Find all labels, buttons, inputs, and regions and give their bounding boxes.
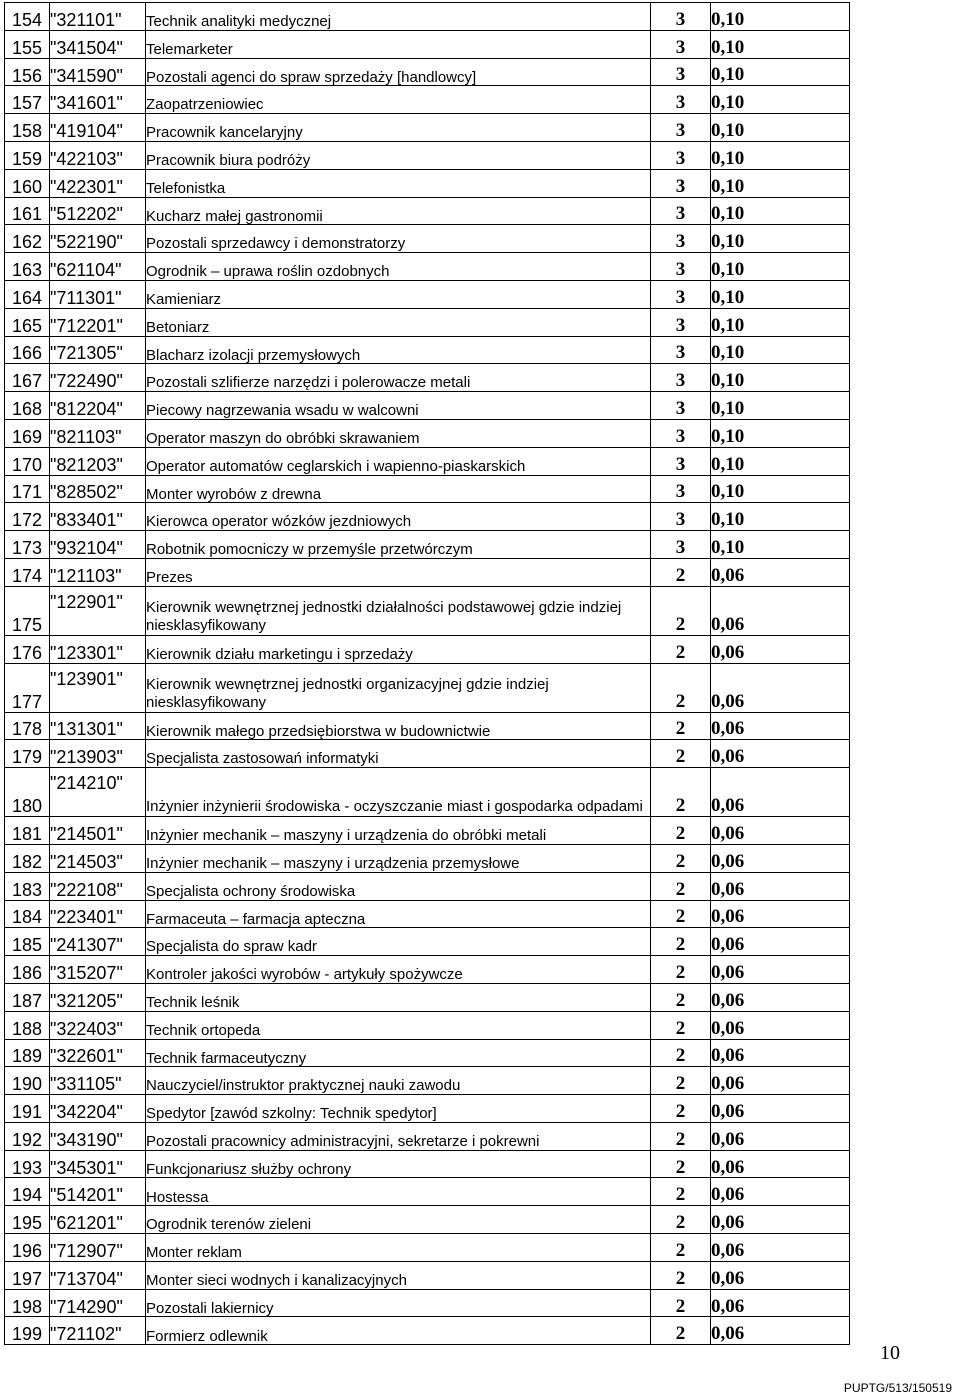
row-number: 176	[5, 635, 50, 663]
occupation-code: "514201"	[50, 1178, 146, 1206]
row-number: 162	[5, 225, 50, 253]
row-number: 178	[5, 712, 50, 740]
occupation-code: "331105"	[50, 1067, 146, 1095]
percent-value: 0,06	[711, 1234, 850, 1262]
percent-value: 0,06	[711, 712, 850, 740]
percent-value: 0,06	[711, 1150, 850, 1178]
table-row	[5, 1122, 850, 1150]
row-number: 181	[5, 817, 50, 845]
percent-value: 0,06	[711, 663, 850, 712]
count-value: 2	[651, 1067, 711, 1095]
row-number: 172	[5, 503, 50, 531]
row-number: 192	[5, 1122, 50, 1150]
occupation-name: Farmaceuta – farmacja apteczna	[146, 900, 651, 928]
table-row	[5, 844, 850, 872]
occupation-name: Monter sieci wodnych i kanalizacyjnych	[146, 1261, 651, 1289]
occupation-code: "213903"	[50, 740, 146, 768]
percent-value: 0,06	[711, 1317, 850, 1345]
percent-value: 0,10	[711, 475, 850, 503]
occupation-code: "712201"	[50, 308, 146, 336]
row-number: 189	[5, 1039, 50, 1067]
occupation-code: "342204"	[50, 1095, 146, 1123]
occupation-code: "214503"	[50, 844, 146, 872]
occupation-code: "422301"	[50, 169, 146, 197]
occupation-code: "341601"	[50, 86, 146, 114]
occupation-name: Kierowca operator wózków jezdniowych	[146, 503, 651, 531]
percent-value: 0,06	[711, 586, 850, 635]
occupation-name: Inżynier mechanik – maszyny i urządzenia do obróbki metali	[146, 817, 651, 845]
occupation-name: Pozostali agenci do spraw sprzedaży [handlowcy]	[146, 58, 651, 86]
count-value: 3	[651, 30, 711, 58]
occupation-code: "722490"	[50, 364, 146, 392]
table-row	[5, 3, 850, 31]
count-value: 2	[651, 740, 711, 768]
table-row	[5, 872, 850, 900]
occupation-name: Telemarketer	[146, 30, 651, 58]
percent-value: 0,10	[711, 30, 850, 58]
occupation-name: Telefonistka	[146, 169, 651, 197]
percent-value: 0,06	[711, 1289, 850, 1317]
count-value: 3	[651, 141, 711, 169]
percent-value: 0,06	[711, 872, 850, 900]
row-number: 159	[5, 141, 50, 169]
percent-value: 0,06	[711, 1206, 850, 1234]
count-value: 2	[651, 712, 711, 740]
count-value: 2	[651, 586, 711, 635]
row-number: 190	[5, 1067, 50, 1095]
occupation-name: Kamieniarz	[146, 280, 651, 308]
occupation-code: "341590"	[50, 58, 146, 86]
count-value: 3	[651, 253, 711, 281]
occupation-name: Funkcjonariusz służby ochrony	[146, 1150, 651, 1178]
document-reference: PUPTG/513/150519	[843, 1381, 952, 1395]
occupation-code: "321205"	[50, 983, 146, 1011]
percent-value: 0,10	[711, 280, 850, 308]
occupation-name: Kierownik działu marketingu i sprzedaży	[146, 635, 651, 663]
count-value: 3	[651, 197, 711, 225]
occupation-code: "833401"	[50, 503, 146, 531]
row-number: 194	[5, 1178, 50, 1206]
occupation-code: "214210"	[50, 768, 146, 817]
row-number: 179	[5, 740, 50, 768]
row-number: 196	[5, 1234, 50, 1262]
table-row	[5, 663, 850, 712]
occupation-name: Kucharz małej gastronomii	[146, 197, 651, 225]
occupation-code: "812204"	[50, 392, 146, 420]
row-number: 177	[5, 663, 50, 712]
count-value: 3	[651, 447, 711, 475]
row-number: 169	[5, 419, 50, 447]
table-row	[5, 1095, 850, 1123]
occupation-code: "223401"	[50, 900, 146, 928]
occupation-code: "222108"	[50, 872, 146, 900]
count-value: 2	[651, 1206, 711, 1234]
table-row	[5, 1289, 850, 1317]
count-value: 2	[651, 844, 711, 872]
percent-value: 0,10	[711, 531, 850, 559]
table-row	[5, 1039, 850, 1067]
percent-value: 0,06	[711, 983, 850, 1011]
table-row	[5, 197, 850, 225]
occupation-code: "422103"	[50, 141, 146, 169]
percent-value: 0,06	[711, 1039, 850, 1067]
occupation-code: "131301"	[50, 712, 146, 740]
table-row	[5, 712, 850, 740]
count-value: 2	[651, 1289, 711, 1317]
count-value: 3	[651, 392, 711, 420]
percent-value: 0,10	[711, 392, 850, 420]
table-row	[5, 1150, 850, 1178]
occupation-code: "713704"	[50, 1261, 146, 1289]
occupations-table-body	[5, 3, 850, 1345]
occupation-name: Technik analityki medycznej	[146, 3, 651, 31]
table-row	[5, 956, 850, 984]
occupation-code: "828502"	[50, 475, 146, 503]
occupation-name: Pozostali sprzedawcy i demonstratorzy	[146, 225, 651, 253]
table-row	[5, 58, 850, 86]
occupation-name: Kierownik wewnętrznej jednostki działalności podstawowej gdzie indziej niesklasyfikowany	[146, 586, 651, 635]
table-row	[5, 86, 850, 114]
occupation-name: Pracownik kancelaryjny	[146, 114, 651, 142]
percent-value: 0,06	[711, 768, 850, 817]
occupation-code: "241307"	[50, 928, 146, 956]
count-value: 3	[651, 308, 711, 336]
occupation-name: Prezes	[146, 558, 651, 586]
occupation-name: Inżynier mechanik – maszyny i urządzenia przemysłowe	[146, 844, 651, 872]
row-number: 156	[5, 58, 50, 86]
occupation-code: "121103"	[50, 558, 146, 586]
occupation-code: "322601"	[50, 1039, 146, 1067]
occupation-name: Ogrodnik – uprawa roślin ozdobnych	[146, 253, 651, 281]
occupation-code: "512202"	[50, 197, 146, 225]
table-row	[5, 503, 850, 531]
row-number: 167	[5, 364, 50, 392]
occupation-name: Betoniarz	[146, 308, 651, 336]
percent-value: 0,10	[711, 336, 850, 364]
count-value: 2	[651, 1178, 711, 1206]
row-number: 184	[5, 900, 50, 928]
table-row	[5, 392, 850, 420]
row-number: 165	[5, 308, 50, 336]
occupation-name: Robotnik pomocniczy w przemyśle przetwórczym	[146, 531, 651, 559]
percent-value: 0,06	[711, 956, 850, 984]
occupation-code: "621201"	[50, 1206, 146, 1234]
row-number: 158	[5, 114, 50, 142]
occupation-name: Nauczyciel/instruktor praktycznej nauki zawodu	[146, 1067, 651, 1095]
occupation-name: Technik farmaceutyczny	[146, 1039, 651, 1067]
table-row	[5, 114, 850, 142]
row-number: 180	[5, 768, 50, 817]
table-row	[5, 1317, 850, 1345]
table-row	[5, 169, 850, 197]
count-value: 3	[651, 58, 711, 86]
table-row	[5, 768, 850, 817]
row-number: 175	[5, 586, 50, 635]
table-row	[5, 1261, 850, 1289]
percent-value: 0,06	[711, 635, 850, 663]
occupation-name: Zaopatrzeniowiec	[146, 86, 651, 114]
row-number: 199	[5, 1317, 50, 1345]
occupation-name: Specjalista do spraw kadr	[146, 928, 651, 956]
table-row	[5, 336, 850, 364]
occupation-code: "714290"	[50, 1289, 146, 1317]
table-row	[5, 253, 850, 281]
occupation-code: "821203"	[50, 447, 146, 475]
occupation-code: "721305"	[50, 336, 146, 364]
table-row	[5, 1206, 850, 1234]
occupation-code: "123301"	[50, 635, 146, 663]
row-number: 154	[5, 3, 50, 31]
count-value: 3	[651, 419, 711, 447]
percent-value: 0,10	[711, 225, 850, 253]
row-number: 174	[5, 558, 50, 586]
row-number: 160	[5, 169, 50, 197]
occupation-code: "711301"	[50, 280, 146, 308]
table-row	[5, 586, 850, 635]
table-row	[5, 1178, 850, 1206]
occupation-name: Specjalista zastosowań informatyki	[146, 740, 651, 768]
count-value: 3	[651, 336, 711, 364]
occupation-code: "341504"	[50, 30, 146, 58]
occupation-code: "621104"	[50, 253, 146, 281]
table-row	[5, 635, 850, 663]
count-value: 2	[651, 558, 711, 586]
count-value: 3	[651, 475, 711, 503]
percent-value: 0,06	[711, 844, 850, 872]
count-value: 3	[651, 169, 711, 197]
percent-value: 0,06	[711, 1122, 850, 1150]
occupations-table	[4, 2, 850, 1345]
row-number: 155	[5, 30, 50, 58]
table-row	[5, 364, 850, 392]
occupation-code: "821103"	[50, 419, 146, 447]
row-number: 198	[5, 1289, 50, 1317]
table-row	[5, 531, 850, 559]
occupation-name: Inżynier inżynierii środowiska - oczyszczanie miast i gospodarka odpadami	[146, 768, 651, 817]
count-value: 2	[651, 983, 711, 1011]
occupation-name: Monter reklam	[146, 1234, 651, 1262]
row-number: 171	[5, 475, 50, 503]
row-number: 168	[5, 392, 50, 420]
table-row	[5, 280, 850, 308]
occupation-name: Kierownik wewnętrznej jednostki organizacyjnej gdzie indziej niesklasyfikowany	[146, 663, 651, 712]
percent-value: 0,10	[711, 58, 850, 86]
occupation-code: "419104"	[50, 114, 146, 142]
occupation-code: "932104"	[50, 531, 146, 559]
table-row	[5, 141, 850, 169]
percent-value: 0,10	[711, 3, 850, 31]
table-row	[5, 1011, 850, 1039]
count-value: 3	[651, 531, 711, 559]
table-row	[5, 817, 850, 845]
table-row	[5, 928, 850, 956]
occupation-name: Monter wyrobów z drewna	[146, 475, 651, 503]
row-number: 195	[5, 1206, 50, 1234]
occupation-code: "214501"	[50, 817, 146, 845]
percent-value: 0,10	[711, 503, 850, 531]
occupation-code: "721102"	[50, 1317, 146, 1345]
table-row	[5, 447, 850, 475]
count-value: 2	[651, 900, 711, 928]
percent-value: 0,06	[711, 1095, 850, 1123]
count-value: 2	[651, 1039, 711, 1067]
row-number: 173	[5, 531, 50, 559]
row-number: 164	[5, 280, 50, 308]
percent-value: 0,10	[711, 86, 850, 114]
occupation-code: "321101"	[50, 3, 146, 31]
occupation-name: Formierz odlewnik	[146, 1317, 651, 1345]
occupation-name: Technik ortopeda	[146, 1011, 651, 1039]
percent-value: 0,06	[711, 928, 850, 956]
occupation-name: Hostessa	[146, 1178, 651, 1206]
percent-value: 0,10	[711, 197, 850, 225]
percent-value: 0,10	[711, 169, 850, 197]
row-number: 186	[5, 956, 50, 984]
occupation-code: "315207"	[50, 956, 146, 984]
row-number: 170	[5, 447, 50, 475]
occupation-name: Blacharz izolacji przemysłowych	[146, 336, 651, 364]
percent-value: 0,06	[711, 1067, 850, 1095]
percent-value: 0,06	[711, 1011, 850, 1039]
percent-value: 0,10	[711, 114, 850, 142]
occupation-code: "522190"	[50, 225, 146, 253]
percent-value: 0,06	[711, 1178, 850, 1206]
table-row	[5, 1067, 850, 1095]
row-number: 188	[5, 1011, 50, 1039]
percent-value: 0,10	[711, 141, 850, 169]
percent-value: 0,10	[711, 308, 850, 336]
count-value: 2	[651, 768, 711, 817]
occupation-code: "123901"	[50, 663, 146, 712]
occupation-name: Spedytor [zawód szkolny: Technik spedytor]	[146, 1095, 651, 1123]
count-value: 2	[651, 817, 711, 845]
occupation-name: Operator automatów ceglarskich i wapienno-piaskarskich	[146, 447, 651, 475]
occupation-name: Piecowy nagrzewania wsadu w walcowni	[146, 392, 651, 420]
row-number: 187	[5, 983, 50, 1011]
percent-value: 0,06	[711, 1261, 850, 1289]
table-row	[5, 900, 850, 928]
count-value: 2	[651, 1234, 711, 1262]
table-row	[5, 30, 850, 58]
count-value: 3	[651, 225, 711, 253]
row-number: 163	[5, 253, 50, 281]
row-number: 197	[5, 1261, 50, 1289]
count-value: 3	[651, 503, 711, 531]
occupation-code: "712907"	[50, 1234, 146, 1262]
table-row	[5, 1234, 850, 1262]
row-number: 157	[5, 86, 50, 114]
row-number: 161	[5, 197, 50, 225]
table-row	[5, 558, 850, 586]
count-value: 3	[651, 3, 711, 31]
page-number: 10	[880, 1342, 900, 1364]
count-value: 2	[651, 1150, 711, 1178]
count-value: 3	[651, 86, 711, 114]
table-row	[5, 419, 850, 447]
occupation-name: Pracownik biura podróży	[146, 141, 651, 169]
count-value: 3	[651, 364, 711, 392]
count-value: 2	[651, 928, 711, 956]
count-value: 2	[651, 1317, 711, 1345]
row-number: 182	[5, 844, 50, 872]
count-value: 2	[651, 956, 711, 984]
occupation-name: Specjalista ochrony środowiska	[146, 872, 651, 900]
count-value: 2	[651, 635, 711, 663]
count-value: 3	[651, 280, 711, 308]
row-number: 191	[5, 1095, 50, 1123]
row-number: 166	[5, 336, 50, 364]
count-value: 2	[651, 872, 711, 900]
occupation-name: Kontroler jakości wyrobów - artykuły spożywcze	[146, 956, 651, 984]
row-number: 185	[5, 928, 50, 956]
occupation-name: Ogrodnik terenów zieleni	[146, 1206, 651, 1234]
percent-value: 0,10	[711, 419, 850, 447]
percent-value: 0,06	[711, 900, 850, 928]
occupation-code: "343190"	[50, 1122, 146, 1150]
percent-value: 0,10	[711, 447, 850, 475]
occupation-name: Pozostali lakiernicy	[146, 1289, 651, 1317]
occupation-name: Pozostali szlifierze narzędzi i polerowacze metali	[146, 364, 651, 392]
occupation-code: "122901"	[50, 586, 146, 635]
count-value: 2	[651, 1011, 711, 1039]
occupation-name: Operator maszyn do obróbki skrawaniem	[146, 419, 651, 447]
table-row	[5, 740, 850, 768]
count-value: 2	[651, 1095, 711, 1123]
percent-value: 0,10	[711, 253, 850, 281]
count-value: 2	[651, 1261, 711, 1289]
count-value: 2	[651, 663, 711, 712]
percent-value: 0,06	[711, 558, 850, 586]
occupation-code: "345301"	[50, 1150, 146, 1178]
occupation-name: Kierownik małego przedsiębiorstwa w budownictwie	[146, 712, 651, 740]
occupation-name: Technik leśnik	[146, 983, 651, 1011]
percent-value: 0,06	[711, 740, 850, 768]
occupation-code: "322403"	[50, 1011, 146, 1039]
occupation-name: Pozostali pracownicy administracyjni, sekretarze i pokrewni	[146, 1122, 651, 1150]
table-row	[5, 308, 850, 336]
table-row	[5, 983, 850, 1011]
row-number: 193	[5, 1150, 50, 1178]
count-value: 3	[651, 114, 711, 142]
row-number: 183	[5, 872, 50, 900]
percent-value: 0,06	[711, 817, 850, 845]
table-row	[5, 475, 850, 503]
table-row	[5, 225, 850, 253]
count-value: 2	[651, 1122, 711, 1150]
percent-value: 0,10	[711, 364, 850, 392]
